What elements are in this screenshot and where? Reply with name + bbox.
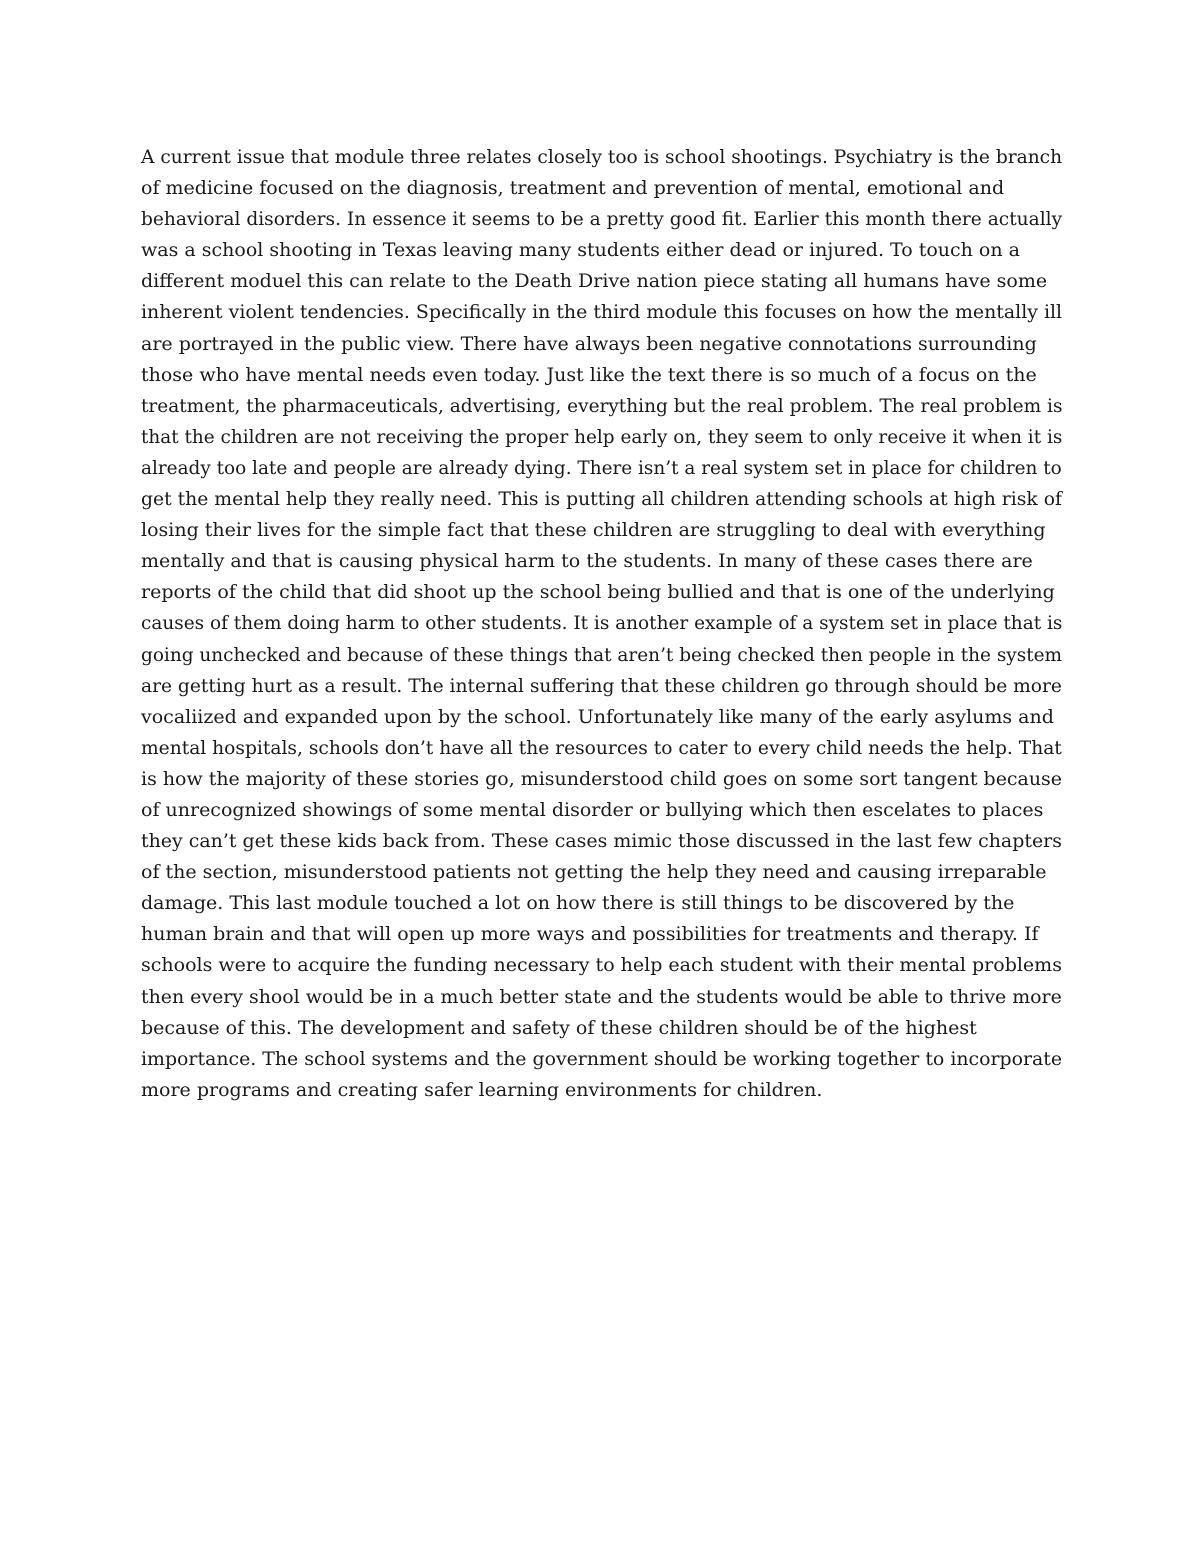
paragraph-line: mentally and that is causing physical harm to the students. In many of these cases there are [141,550,1033,573]
paragraph-line: reports of the child that did shoot up the school being bullied and that is one of the underlying [141,581,1055,604]
paragraph-line: vocaliized and expanded upon by the school. Unfortunately like many of the early asylums and [141,705,1054,728]
paragraph-line: different moduel this can relate to the Death Drive nation piece stating all humans have some [141,270,1048,293]
paragraph-line: behavioral disorders. In essence it seems to be a pretty good fit. Earlier this month there actually [141,208,1063,231]
body-paragraph [141,142,1062,1106]
paragraph-line: of unrecognized showings of some mental disorder or bullying which then escelates to places [141,798,1044,821]
paragraph-line: A current issue that module three relates closely too is school shootings. Psychiatry is the branch [141,146,1063,168]
paragraph-line: mental hospitals, schools don’t have all the resources to cater to every child needs the help. That [141,736,1062,759]
paragraph-line: then every shool would be in a much better state and the students would be able to thrive more [141,985,1062,1008]
paragraph-line: they can’t get these kids back from. These cases mimic those discussed in the last few chapters [141,830,1062,853]
paragraph-line: inherent violent tendencies. Specifically in the third module this focuses on how the mentally ill [141,301,1063,324]
paragraph-line: are portrayed in the public view. There have always been negative connotations surrounding [141,332,1037,355]
paragraph-line: schools were to acquire the funding necessary to help each student with their mental problems [141,954,1062,977]
paragraph-line: human brain and that will open up more ways and possibilities for treatments and therapy. If [141,923,1039,946]
paragraph-line: are getting hurt as a result. The internal suffering that these children go through should be more [141,674,1062,697]
paragraph-line: those who have mental needs even today. Just like the text there is so much of a focus on the [141,363,1037,386]
paragraph-line: of the section, misunderstood patients not getting the help they need and causing irreparable [141,861,1047,884]
paragraph-line: importance. The school systems and the government should be working together to incorporate [141,1047,1063,1070]
paragraph-line: was a school shooting in Texas leaving many students either dead or injured. To touch on a [141,239,1020,262]
paragraph-line: get the mental help they really need. This is putting all children attending schools at high risk of [141,488,1062,511]
paragraph-line: because of this. The development and safety of these children should be of the highest [141,1016,977,1039]
paragraph-line: already too late and people are already dying. There isn’t a real system set in place for children to [141,456,1062,479]
paragraph-line: losing their lives for the simple fact that these children are struggling to deal with everything [141,519,1046,542]
paragraph-line: causes of them doing harm to other students. It is another example of a system set in place that is [141,612,1063,635]
paragraph-line: going unchecked and because of these things that aren’t being checked then people in the system [141,643,1063,666]
paragraph-line: is how the majority of these stories go, misunderstood child goes on some sort tangent because [141,767,1063,790]
paragraph-line: more programs and creating safer learning environments for children. [141,1078,823,1101]
paragraph-line: that the children are not receiving the proper help early on, they seem to only receive it when it is [141,425,1063,448]
paragraph-line: damage. This last module touched a lot on how there is still things to be discovered by the [141,892,1015,915]
paragraph-line: treatment, the pharmaceuticals, advertising, everything but the real problem. The real problem is [141,394,1063,417]
paragraph-line: of medicine focused on the diagnosis, treatment and prevention of mental, emotional and [141,177,1005,200]
